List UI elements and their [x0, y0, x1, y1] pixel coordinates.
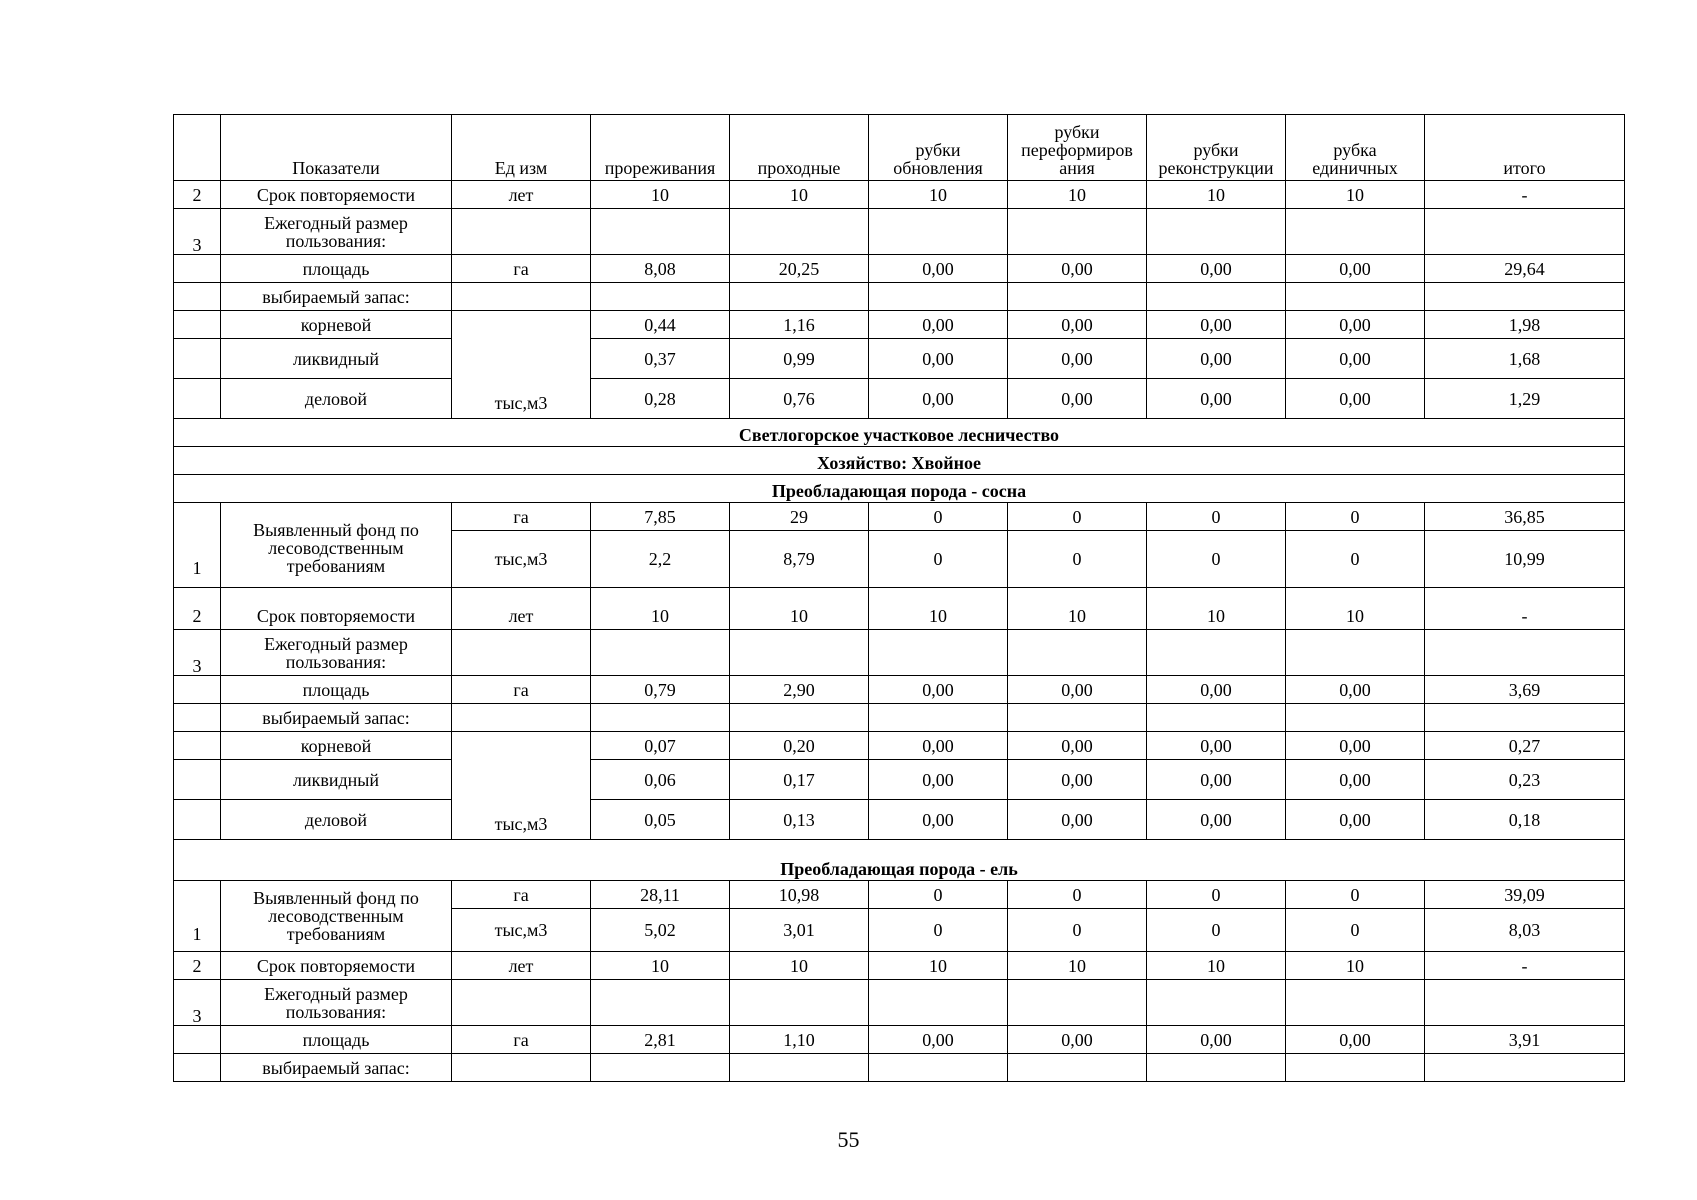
cell: [730, 209, 869, 255]
cell: 10: [591, 588, 730, 630]
cell: 10: [591, 181, 730, 209]
row-label: площадь: [221, 1026, 452, 1054]
cell: [1008, 1054, 1147, 1082]
cell: [452, 980, 591, 1026]
cell: 10: [730, 952, 869, 980]
cell: [452, 283, 591, 311]
cell: 10: [869, 181, 1008, 209]
cell: 1,98: [1425, 311, 1625, 339]
cell: [1008, 980, 1147, 1026]
row-number: 2: [174, 588, 221, 630]
cell: 0,17: [730, 760, 869, 800]
cell: 28,11: [591, 881, 730, 909]
cell: 0,05: [591, 800, 730, 840]
cell: 0,00: [1008, 800, 1147, 840]
row-number: [174, 732, 221, 760]
cell: 0: [1008, 909, 1147, 952]
cell: -: [1425, 952, 1625, 980]
row-label: деловой: [221, 379, 452, 419]
cell: 0,00: [1147, 760, 1286, 800]
cell: 10: [1008, 181, 1147, 209]
cell: [730, 704, 869, 732]
cell: 0,00: [869, 311, 1008, 339]
cell: 0,00: [869, 1026, 1008, 1054]
row-unit: лет: [452, 181, 591, 209]
cell: 0: [1008, 503, 1147, 531]
cell: 0,00: [869, 379, 1008, 419]
cell: 29: [730, 503, 869, 531]
section-row: [174, 840, 1625, 881]
cell: 10: [1008, 952, 1147, 980]
cell: 10,99: [1425, 531, 1625, 588]
section-row: [174, 419, 1625, 447]
cell: 0: [1147, 531, 1286, 588]
cell: 0: [1147, 503, 1286, 531]
cell: [1147, 704, 1286, 732]
header-thinning: прореживания: [591, 115, 730, 181]
cell: 10: [591, 952, 730, 980]
cell: 1,16: [730, 311, 869, 339]
row-unit: га: [452, 881, 591, 909]
row-unit: га: [452, 255, 591, 283]
cell: [591, 283, 730, 311]
table-row: [174, 980, 1625, 1026]
cell: 10: [1147, 952, 1286, 980]
cell: [452, 704, 591, 732]
cell: [1286, 630, 1425, 676]
section-forestry: Светлогорское участковое лесничество: [174, 419, 1625, 447]
cell: 0: [869, 503, 1008, 531]
page-number: 55: [837, 1127, 860, 1152]
cell: 0,27: [1425, 732, 1625, 760]
row-number: 3: [174, 209, 221, 255]
table-row: [174, 676, 1625, 704]
cell: 0,00: [1008, 379, 1147, 419]
cell: [869, 980, 1008, 1026]
cell: [1008, 704, 1147, 732]
section-row: [174, 447, 1625, 475]
cell: 8,08: [591, 255, 730, 283]
cell: 0,00: [1286, 1026, 1425, 1054]
cell: 0,37: [591, 339, 730, 379]
cell: [1147, 1054, 1286, 1082]
cell: 0,00: [1008, 732, 1147, 760]
cell: 36,85: [1425, 503, 1625, 531]
row-unit: лет: [452, 588, 591, 630]
forestry-table: [173, 114, 1625, 1082]
row-unit: тыс,м3: [452, 531, 591, 588]
cell: 0,99: [730, 339, 869, 379]
cell: [869, 630, 1008, 676]
cell: 0,00: [1008, 255, 1147, 283]
row-label: площадь: [221, 676, 452, 704]
cell: [1425, 1054, 1625, 1082]
row-number: 1: [174, 503, 221, 588]
cell: 1,29: [1425, 379, 1625, 419]
cell: [730, 283, 869, 311]
table-row: [174, 311, 1625, 339]
row-number: [174, 283, 221, 311]
table-row: [174, 952, 1625, 980]
cell: 10: [1147, 588, 1286, 630]
cell: 0,00: [1147, 339, 1286, 379]
table-row: [174, 588, 1625, 630]
header-passage: проходные: [730, 115, 869, 181]
cell: 29,64: [1425, 255, 1625, 283]
cell: 0,00: [1286, 311, 1425, 339]
cell: 0: [869, 881, 1008, 909]
cell: [1147, 283, 1286, 311]
cell: 10: [1147, 181, 1286, 209]
row-label: выбираемый запас:: [221, 704, 452, 732]
cell: 0: [1008, 531, 1147, 588]
cell: 1,10: [730, 1026, 869, 1054]
cell: 5,02: [591, 909, 730, 952]
cell: [591, 209, 730, 255]
cell: [730, 630, 869, 676]
cell: 0: [869, 909, 1008, 952]
row-label: выбираемый запас:: [221, 1054, 452, 1082]
row-unit: лет: [452, 952, 591, 980]
cell: 0: [1008, 881, 1147, 909]
section-spruce: Преобладающая порода - ель: [174, 840, 1625, 881]
row-number: [174, 339, 221, 379]
cell: 10,98: [730, 881, 869, 909]
row-number: 2: [174, 952, 221, 980]
cell: 3,91: [1425, 1026, 1625, 1054]
cell: 0,00: [1286, 760, 1425, 800]
cell: 0,00: [1286, 732, 1425, 760]
row-number: [174, 760, 221, 800]
row-label: Ежегодный размер пользования:: [221, 980, 452, 1026]
table-row: [174, 760, 1625, 800]
cell: [1147, 630, 1286, 676]
cell: 0,00: [869, 800, 1008, 840]
cell: 0,00: [1286, 339, 1425, 379]
row-label: ликвидный: [221, 339, 452, 379]
cell: 0,00: [869, 339, 1008, 379]
cell: [591, 630, 730, 676]
cell: 10: [730, 181, 869, 209]
row-label: Срок повторяемости: [221, 952, 452, 980]
cell: 1,68: [1425, 339, 1625, 379]
cell: 39,09: [1425, 881, 1625, 909]
cell: [1425, 704, 1625, 732]
cell: 0,00: [869, 732, 1008, 760]
cell: [1008, 630, 1147, 676]
cell: 2,2: [591, 531, 730, 588]
cell: 0,00: [1147, 311, 1286, 339]
header-unit: Ед изм: [452, 115, 591, 181]
row-label: Ежегодный размер пользования:: [221, 209, 452, 255]
header-total: итого: [1425, 115, 1625, 181]
cell: [869, 209, 1008, 255]
header-reformation: рубки переформиров ания: [1008, 115, 1147, 181]
cell: 0,00: [1147, 255, 1286, 283]
cell: [869, 1054, 1008, 1082]
cell: 3,69: [1425, 676, 1625, 704]
row-unit: тыс,м3: [452, 311, 591, 419]
cell: 0,18: [1425, 800, 1625, 840]
cell: 0,00: [1147, 379, 1286, 419]
cell: 10: [1286, 588, 1425, 630]
header-renewal: рубки обновления: [869, 115, 1008, 181]
cell: 0,00: [869, 255, 1008, 283]
table-row: [174, 503, 1625, 531]
cell: [591, 980, 730, 1026]
cell: 0: [1286, 881, 1425, 909]
row-unit: га: [452, 676, 591, 704]
table-row: [174, 181, 1625, 209]
cell: 0,76: [730, 379, 869, 419]
table-row: [174, 339, 1625, 379]
table-row: [174, 881, 1625, 909]
row-number: 1: [174, 881, 221, 952]
cell: 0: [1286, 909, 1425, 952]
table-row: [174, 704, 1625, 732]
table-row: [174, 209, 1625, 255]
cell: 0,00: [1286, 676, 1425, 704]
row-label: ликвидный: [221, 760, 452, 800]
section-pine: Преобладающая порода - сосна: [174, 475, 1625, 503]
cell: 0,00: [1008, 676, 1147, 704]
table-row: [174, 630, 1625, 676]
cell: 0,00: [1008, 1026, 1147, 1054]
row-unit: га: [452, 1026, 591, 1054]
cell: 0,00: [1008, 311, 1147, 339]
row-label: Ежегодный размер пользования:: [221, 630, 452, 676]
cell: 0,79: [591, 676, 730, 704]
row-number: [174, 1026, 221, 1054]
cell: [1425, 980, 1625, 1026]
cell: 10: [869, 588, 1008, 630]
cell: 0,44: [591, 311, 730, 339]
cell: 10: [1286, 181, 1425, 209]
cell: 0,06: [591, 760, 730, 800]
cell: 0: [1147, 881, 1286, 909]
table-header-row: [174, 115, 1625, 181]
cell: 0: [869, 531, 1008, 588]
row-number: 3: [174, 630, 221, 676]
cell: 0,07: [591, 732, 730, 760]
row-number: [174, 1054, 221, 1082]
cell: [1425, 630, 1625, 676]
header-reconstruction: рубки реконструкции: [1147, 115, 1286, 181]
cell: 0: [1286, 531, 1425, 588]
cell: 0,00: [1286, 379, 1425, 419]
cell: [1147, 980, 1286, 1026]
row-unit: га: [452, 503, 591, 531]
header-single: рубка единичных: [1286, 115, 1425, 181]
cell: [452, 1054, 591, 1082]
cell: 0,00: [1147, 800, 1286, 840]
row-label: корневой: [221, 732, 452, 760]
cell: 0,00: [1008, 760, 1147, 800]
cell: 0,00: [869, 760, 1008, 800]
cell: 0: [1286, 503, 1425, 531]
row-number: [174, 379, 221, 419]
cell: [1147, 209, 1286, 255]
cell: [1286, 704, 1425, 732]
cell: 0,13: [730, 800, 869, 840]
cell: 0,00: [1147, 676, 1286, 704]
cell: 2,90: [730, 676, 869, 704]
row-label: корневой: [221, 311, 452, 339]
table-row: [174, 379, 1625, 419]
header-num: [174, 115, 221, 181]
cell: [1008, 209, 1147, 255]
cell: [1425, 283, 1625, 311]
cell: [869, 283, 1008, 311]
row-number: [174, 311, 221, 339]
cell: [591, 704, 730, 732]
row-label: Срок повторяемости: [221, 181, 452, 209]
cell: 10: [1008, 588, 1147, 630]
cell: 0,28: [591, 379, 730, 419]
row-number: 2: [174, 181, 221, 209]
cell: 2,81: [591, 1026, 730, 1054]
cell: [1286, 980, 1425, 1026]
row-label: Выявленный фонд по лесоводственным требованиям: [221, 503, 452, 588]
row-label: площадь: [221, 255, 452, 283]
cell: 0,00: [1147, 1026, 1286, 1054]
row-label: Срок повторяемости: [221, 588, 452, 630]
cell: 0,00: [1286, 800, 1425, 840]
table-row: [174, 1054, 1625, 1082]
cell: -: [1425, 181, 1625, 209]
cell: 0,00: [869, 676, 1008, 704]
cell: [452, 209, 591, 255]
cell: 0,23: [1425, 760, 1625, 800]
cell: 8,03: [1425, 909, 1625, 952]
section-row: [174, 475, 1625, 503]
table-row: [174, 1026, 1625, 1054]
row-number: 3: [174, 980, 221, 1026]
row-label: деловой: [221, 800, 452, 840]
cell: [1286, 283, 1425, 311]
cell: 10: [869, 952, 1008, 980]
table-row: [174, 800, 1625, 840]
section-economy: Хозяйство: Хвойное: [174, 447, 1625, 475]
cell: -: [1425, 588, 1625, 630]
cell: [869, 704, 1008, 732]
cell: 0,20: [730, 732, 869, 760]
cell: 0,00: [1008, 339, 1147, 379]
row-number: [174, 676, 221, 704]
row-number: [174, 255, 221, 283]
cell: 0,00: [1147, 732, 1286, 760]
table-row: [174, 283, 1625, 311]
cell: [1008, 283, 1147, 311]
header-indicator: Показатели: [221, 115, 452, 181]
row-unit: тыс,м3: [452, 732, 591, 840]
cell: 10: [1286, 952, 1425, 980]
cell: [730, 980, 869, 1026]
cell: 0,00: [1286, 255, 1425, 283]
cell: [1286, 1054, 1425, 1082]
cell: 8,79: [730, 531, 869, 588]
row-label: Выявленный фонд по лесоводственным требованиям: [221, 881, 452, 952]
row-label: выбираемый запас:: [221, 283, 452, 311]
table-row: [174, 255, 1625, 283]
row-number: [174, 704, 221, 732]
row-unit: тыс,м3: [452, 909, 591, 952]
row-number: [174, 800, 221, 840]
cell: [591, 1054, 730, 1082]
cell: [730, 1054, 869, 1082]
cell: 3,01: [730, 909, 869, 952]
cell: 10: [730, 588, 869, 630]
cell: 7,85: [591, 503, 730, 531]
table-row: [174, 732, 1625, 760]
cell: 20,25: [730, 255, 869, 283]
cell: 0: [1147, 909, 1286, 952]
cell: [452, 630, 591, 676]
cell: [1425, 209, 1625, 255]
cell: [1286, 209, 1425, 255]
